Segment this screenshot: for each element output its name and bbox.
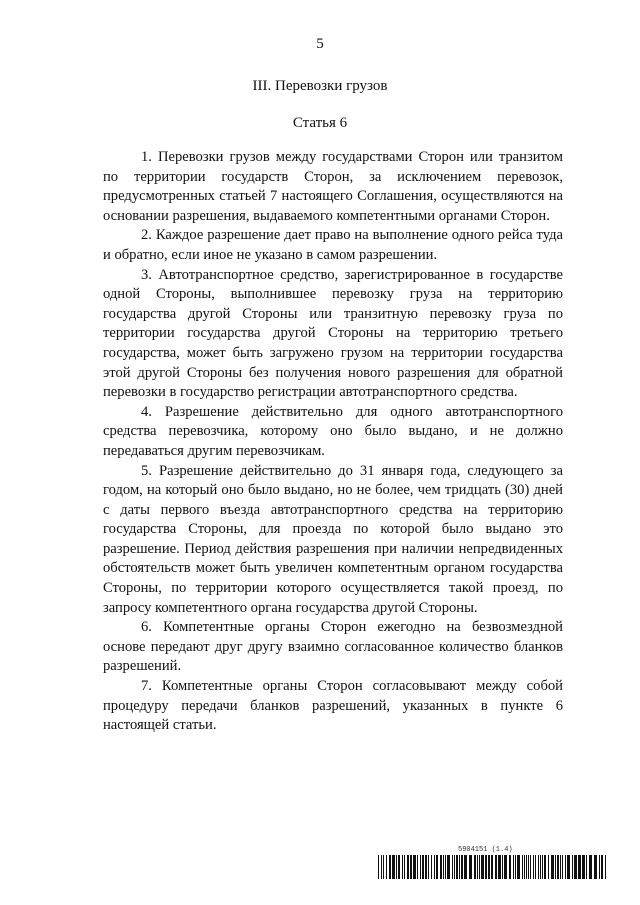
paragraph-3: 3. Автотранспортное средство, зарегистрированное в государстве одной Стороны, выполнившее перевозку груза на территорию государства другой Стороны или транзитную перевозку груза по территории государства другой Стороны на территорию третьего государства, может быть загружено грузом на территории государства этой другой Стороны без получения нового разрешения для обратной перевозки в государство регистрации автотранспортного средства.: [103, 266, 563, 401]
paragraph-1: 1. Перевозки грузов между государствами Сторон или транзитом по территории государств Сторон, за исключением перевозок, предусмотренных статьей 7 настоящего Соглашения, осуществляются на основании разрешения, выдаваемого компетентными органами Сторон.: [103, 149, 563, 224]
paragraph-6: 6. Компетентные органы Сторон ежегодно на безвозмездной основе передают друг другу взаимно согласованное количество бланков разрешений.: [103, 619, 563, 675]
document-code: 5904151 (1.4): [458, 846, 513, 854]
paragraph-2: 2. Каждое разрешение дает право на выполнение одного рейса туда и обратно, если иное не указано в самом разрешении.: [103, 227, 563, 263]
article-body: [103, 148, 563, 736]
page-number: 5: [316, 36, 324, 52]
paragraph-5: 5. Разрешение действительно до 31 января года, следующего за годом, на который оно было выдано, но не более, чем тридцать (30) дней с даты первого въезда автотранспортного средства на территорию государства Стороны, для проезда по которой было выдано это разрешение. Период действия разрешения при наличии непредвиденных обстоятельств может быть увеличен компетентным органом государства Стороны, по территории которого осуществляется такой проезд, по запросу компетентного органа государства другой Стороны.: [103, 462, 563, 616]
paragraph-7: 7. Компетентные органы Сторон согласовывают между собой процедуру передачи бланков разрешений, указанных в пункте 6 настоящей статьи.: [103, 678, 563, 734]
paragraph-4: 4. Разрешение действительно для одного автотранспортного средства перевозчика, которому оно было выдано, и не должно передаваться другим перевозчикам.: [103, 403, 563, 459]
barcode-icon: [378, 855, 608, 879]
article-title: Статья 6: [292, 115, 348, 131]
section-title: III. Перевозки грузов: [252, 78, 388, 94]
